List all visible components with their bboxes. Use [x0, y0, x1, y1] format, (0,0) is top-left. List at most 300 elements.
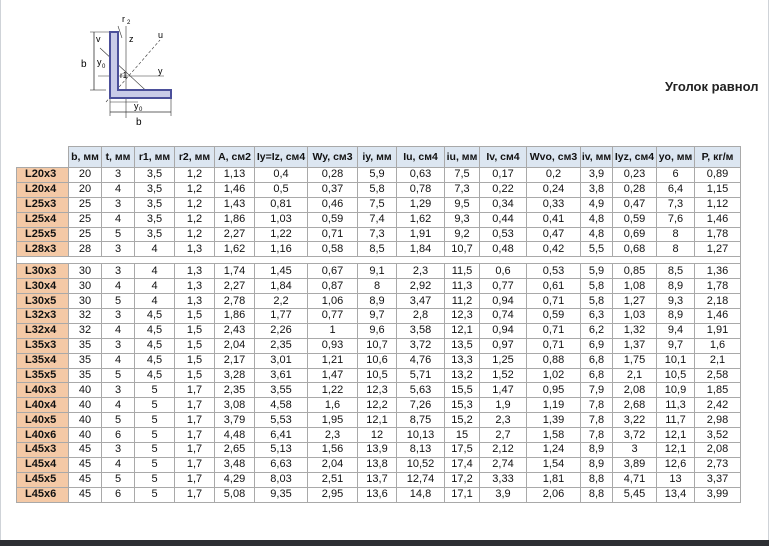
value-cell: 2,51	[308, 472, 358, 487]
table-row	[17, 457, 741, 472]
value-cell: 11,5	[445, 264, 480, 279]
value-cell: 9,5	[445, 197, 480, 212]
value-cell: 7,3	[657, 197, 695, 212]
value-cell: 0,53	[480, 227, 527, 242]
value-cell: 6	[102, 428, 135, 443]
value-cell: 8,8	[581, 472, 613, 487]
value-cell: 0,71	[527, 323, 581, 338]
label-r2-sub: 2	[127, 20, 131, 26]
value-cell: 1,86	[215, 212, 255, 227]
profile-name-cell: L25x3	[17, 197, 69, 212]
value-cell: 0,78	[397, 182, 445, 197]
value-cell: 1,7	[175, 457, 215, 472]
value-cell: 2,73	[695, 457, 741, 472]
value-cell: 40	[69, 428, 102, 443]
table-row	[17, 428, 741, 443]
value-cell: 1,06	[308, 294, 358, 309]
value-cell: 30	[69, 279, 102, 294]
value-cell: 0,88	[527, 353, 581, 368]
value-cell: 1,5	[175, 368, 215, 383]
value-cell: 7,8	[581, 428, 613, 443]
value-cell: 10,5	[657, 368, 695, 383]
value-cell: 2,8	[397, 309, 445, 324]
label-y0-sub: 0	[102, 64, 106, 70]
value-cell: 8,9	[581, 457, 613, 472]
value-cell: 15	[445, 428, 480, 443]
value-cell: 5,53	[255, 413, 308, 428]
value-cell: 0,61	[527, 279, 581, 294]
value-cell: 7,6	[657, 212, 695, 227]
value-cell: 4,8	[581, 227, 613, 242]
value-cell: 1,95	[308, 413, 358, 428]
value-cell: 7,8	[581, 413, 613, 428]
table-row	[17, 487, 741, 502]
value-cell: 1,62	[215, 242, 255, 257]
profile-name-cell: L30x3	[17, 264, 69, 279]
value-cell: 7,9	[581, 383, 613, 398]
value-cell: 45	[69, 457, 102, 472]
value-cell: 4,5	[135, 338, 175, 353]
value-cell: 3,5	[135, 182, 175, 197]
column-header: r2, мм	[175, 147, 215, 168]
value-cell: 1,15	[695, 182, 741, 197]
value-cell: 3,79	[215, 413, 255, 428]
table-row	[17, 168, 741, 183]
page-title: Уголок равнол	[665, 79, 759, 94]
value-cell: 5	[102, 413, 135, 428]
value-cell: 2,95	[308, 487, 358, 502]
value-cell: 3,61	[255, 368, 308, 383]
label-bottom-y0-sub: 0	[139, 107, 143, 113]
value-cell: 25	[69, 197, 102, 212]
value-cell: 5,5	[581, 242, 613, 257]
value-cell: 1,21	[308, 353, 358, 368]
value-cell: 10,9	[657, 383, 695, 398]
value-cell: 5,71	[397, 368, 445, 383]
profile-name-cell: L35x3	[17, 338, 69, 353]
value-cell: 1,13	[215, 168, 255, 183]
value-cell: 0,44	[480, 212, 527, 227]
value-cell: 1,2	[175, 197, 215, 212]
value-cell: 3,47	[397, 294, 445, 309]
value-cell: 5	[102, 294, 135, 309]
profile-name-cell: L20x4	[17, 182, 69, 197]
value-cell: 2,35	[255, 338, 308, 353]
value-cell: 1,19	[527, 398, 581, 413]
value-cell: 5,8	[581, 279, 613, 294]
value-cell: 35	[69, 353, 102, 368]
value-cell: 0,53	[527, 264, 581, 279]
value-cell: 8	[657, 227, 695, 242]
value-cell: 0,37	[308, 182, 358, 197]
value-cell: 9,1	[358, 264, 397, 279]
column-header: yo, мм	[657, 147, 695, 168]
value-cell: 1,3	[175, 242, 215, 257]
value-cell: 4,8	[581, 212, 613, 227]
value-cell: 4	[102, 323, 135, 338]
value-cell: 2,27	[215, 227, 255, 242]
label-y: y	[158, 66, 163, 76]
value-cell: 0,24	[527, 182, 581, 197]
value-cell: 0,97	[480, 338, 527, 353]
value-cell: 4	[102, 182, 135, 197]
value-cell: 2,78	[215, 294, 255, 309]
value-cell: 1,7	[175, 383, 215, 398]
value-cell: 1,84	[255, 279, 308, 294]
value-cell: 1,46	[215, 182, 255, 197]
value-cell: 5,63	[397, 383, 445, 398]
value-cell: 1,43	[215, 197, 255, 212]
column-header: b, мм	[69, 147, 102, 168]
value-cell: 32	[69, 309, 102, 324]
table-row	[17, 323, 741, 338]
value-cell: 2,08	[695, 443, 741, 458]
value-cell: 1,5	[175, 309, 215, 324]
value-cell: 0,22	[480, 182, 527, 197]
value-cell: 5	[135, 383, 175, 398]
value-cell: 0,74	[480, 309, 527, 324]
value-cell: 1,03	[613, 309, 657, 324]
value-cell: 5,08	[215, 487, 255, 502]
value-cell: 1,2	[175, 182, 215, 197]
profile-name-cell: L30x5	[17, 294, 69, 309]
value-cell: 3,37	[695, 472, 741, 487]
value-cell: 2,7	[480, 428, 527, 443]
value-cell: 0,42	[527, 242, 581, 257]
profile-name-cell: L25x4	[17, 212, 69, 227]
value-cell: 12,2	[358, 398, 397, 413]
value-cell: 0,2	[527, 168, 581, 183]
value-cell: 3,89	[613, 457, 657, 472]
value-cell: 4,58	[255, 398, 308, 413]
value-cell: 45	[69, 487, 102, 502]
value-cell: 13	[657, 472, 695, 487]
table-row	[17, 398, 741, 413]
value-cell: 10,13	[397, 428, 445, 443]
value-cell: 9,3	[445, 212, 480, 227]
value-cell: 0,95	[527, 383, 581, 398]
profile-name-cell: L40x4	[17, 398, 69, 413]
label-u: u	[158, 30, 164, 40]
value-cell: 3,55	[255, 383, 308, 398]
label-v: v	[96, 34, 101, 44]
column-header: r1, мм	[135, 147, 175, 168]
value-cell: 1,47	[480, 383, 527, 398]
value-cell: 1	[308, 323, 358, 338]
value-cell: 40	[69, 383, 102, 398]
value-cell: 1,2	[175, 212, 215, 227]
value-cell: 1,37	[613, 338, 657, 353]
value-cell: 1,62	[397, 212, 445, 227]
value-cell: 0,34	[480, 197, 527, 212]
column-header: P, кг/м	[695, 147, 741, 168]
table-row	[17, 294, 741, 309]
value-cell: 4	[102, 353, 135, 368]
value-cell: 3	[102, 383, 135, 398]
value-cell: 3,52	[695, 428, 741, 443]
value-cell: 4	[135, 264, 175, 279]
value-cell: 2,3	[397, 264, 445, 279]
value-cell: 7,3	[445, 182, 480, 197]
value-cell: 1,5	[175, 338, 215, 353]
table-row	[17, 212, 741, 227]
value-cell: 5	[135, 428, 175, 443]
value-cell: 40	[69, 413, 102, 428]
value-cell: 2,18	[695, 294, 741, 309]
value-cell: 2,06	[527, 487, 581, 502]
value-cell: 1,91	[695, 323, 741, 338]
profile-name-cell: L40x6	[17, 428, 69, 443]
value-cell: 4,5	[135, 323, 175, 338]
value-cell: 1,39	[527, 413, 581, 428]
value-cell: 15,2	[445, 413, 480, 428]
value-cell: 8,9	[581, 443, 613, 458]
value-cell: 0,41	[527, 212, 581, 227]
value-cell: 0,85	[613, 264, 657, 279]
value-cell: 1,77	[255, 309, 308, 324]
value-cell: 28	[69, 242, 102, 257]
value-cell: 1,91	[397, 227, 445, 242]
label-b-vertical: b	[81, 59, 87, 70]
value-cell: 2,42	[695, 398, 741, 413]
value-cell: 1,81	[527, 472, 581, 487]
value-cell: 2,12	[480, 443, 527, 458]
value-cell: 0,58	[308, 242, 358, 257]
value-cell: 30	[69, 294, 102, 309]
value-cell: 25	[69, 212, 102, 227]
value-cell: 4,76	[397, 353, 445, 368]
value-cell: 3,22	[613, 413, 657, 428]
value-cell: 6	[657, 168, 695, 183]
value-cell: 12,1	[358, 413, 397, 428]
value-cell: 20	[69, 182, 102, 197]
value-cell: 1,45	[255, 264, 308, 279]
value-cell: 1,3	[175, 264, 215, 279]
value-cell: 2,26	[255, 323, 308, 338]
label-b-horizontal: b	[136, 117, 142, 128]
value-cell: 1,9	[480, 398, 527, 413]
value-cell: 3	[102, 242, 135, 257]
value-cell: 0,94	[480, 323, 527, 338]
value-cell: 2,68	[613, 398, 657, 413]
label-z: z	[129, 34, 134, 44]
value-cell: 1,36	[695, 264, 741, 279]
value-cell: 1,78	[695, 279, 741, 294]
table-row	[17, 197, 741, 212]
value-cell: 9,4	[657, 323, 695, 338]
table-row	[17, 279, 741, 294]
value-cell: 5	[135, 443, 175, 458]
value-cell: 2,1	[695, 353, 741, 368]
value-cell: 3	[102, 443, 135, 458]
label-r2: r	[122, 14, 125, 24]
value-cell: 0,81	[255, 197, 308, 212]
value-cell: 4,9	[581, 197, 613, 212]
column-header: Iv, см4	[480, 147, 527, 168]
value-cell: 12,3	[445, 309, 480, 324]
label-r1: r1	[120, 71, 128, 80]
value-cell: 11,3	[445, 279, 480, 294]
value-cell: 4,5	[135, 309, 175, 324]
value-cell: 45	[69, 443, 102, 458]
value-cell: 3,5	[135, 212, 175, 227]
table-row	[17, 264, 741, 279]
value-cell: 1,5	[175, 353, 215, 368]
value-cell: 3	[613, 443, 657, 458]
value-cell: 4	[135, 242, 175, 257]
profile-name-cell: L32x3	[17, 309, 69, 324]
value-cell: 8,5	[657, 264, 695, 279]
angle-table	[16, 146, 741, 503]
value-cell: 12,1	[657, 443, 695, 458]
value-cell: 25	[69, 227, 102, 242]
value-cell: 1,16	[255, 242, 308, 257]
value-cell: 0,89	[695, 168, 741, 183]
column-header: Iy=Iz, см4	[255, 147, 308, 168]
value-cell: 3	[102, 309, 135, 324]
value-cell: 10,7	[445, 242, 480, 257]
value-cell: 9,35	[255, 487, 308, 502]
label-y0: y	[97, 57, 102, 67]
value-cell: 30	[69, 264, 102, 279]
value-cell: 3	[102, 168, 135, 183]
value-cell: 11,3	[657, 398, 695, 413]
table-row	[17, 368, 741, 383]
value-cell: 7,26	[397, 398, 445, 413]
value-cell: 2,65	[215, 443, 255, 458]
value-cell: 17,5	[445, 443, 480, 458]
value-cell: 10,7	[358, 338, 397, 353]
value-cell: 3,28	[215, 368, 255, 383]
label-bottom-y0: y	[134, 101, 139, 111]
table-row	[17, 443, 741, 458]
value-cell: 11,7	[657, 413, 695, 428]
profile-name-cell: L30x4	[17, 279, 69, 294]
profile-name-cell: L35x4	[17, 353, 69, 368]
value-cell: 4,5	[135, 368, 175, 383]
value-cell: 2,04	[308, 457, 358, 472]
column-header: Wvo, см3	[527, 147, 581, 168]
value-cell: 5,8	[358, 182, 397, 197]
value-cell: 1,58	[527, 428, 581, 443]
profile-name-cell: L40x5	[17, 413, 69, 428]
value-cell: 3	[102, 197, 135, 212]
value-cell: 13,5	[445, 338, 480, 353]
value-cell: 1,12	[695, 197, 741, 212]
value-cell: 13,4	[657, 487, 695, 502]
profile-name-cell: L45x5	[17, 472, 69, 487]
value-cell: 6,8	[581, 353, 613, 368]
value-cell: 3,8	[581, 182, 613, 197]
value-cell: 1,7	[175, 472, 215, 487]
value-cell: 35	[69, 338, 102, 353]
value-cell: 0,28	[613, 182, 657, 197]
value-cell: 3	[102, 264, 135, 279]
column-header: iy, мм	[358, 147, 397, 168]
value-cell: 1,46	[695, 309, 741, 324]
value-cell: 17,1	[445, 487, 480, 502]
value-cell: 2,08	[613, 383, 657, 398]
value-cell: 1,22	[308, 383, 358, 398]
value-cell: 3,33	[480, 472, 527, 487]
value-cell: 12,1	[657, 428, 695, 443]
value-cell: 0,87	[308, 279, 358, 294]
value-cell: 14,8	[397, 487, 445, 502]
value-cell: 5,8	[581, 294, 613, 309]
value-cell: 1,86	[215, 309, 255, 324]
value-cell: 10,5	[358, 368, 397, 383]
value-cell: 2,74	[480, 457, 527, 472]
value-cell: 13,8	[358, 457, 397, 472]
value-cell: 2,27	[215, 279, 255, 294]
value-cell: 13,9	[358, 443, 397, 458]
column-header: iu, мм	[445, 147, 480, 168]
value-cell: 3,72	[397, 338, 445, 353]
value-cell: 9,2	[445, 227, 480, 242]
value-cell: 2,1	[613, 368, 657, 383]
value-cell: 6,41	[255, 428, 308, 443]
value-cell: 1,85	[695, 383, 741, 398]
value-cell: 0,47	[613, 197, 657, 212]
value-cell: 10,52	[397, 457, 445, 472]
value-cell: 1,7	[175, 398, 215, 413]
value-cell: 0,71	[527, 338, 581, 353]
value-cell: 0,71	[308, 227, 358, 242]
value-cell: 0,59	[527, 309, 581, 324]
profile-name-cell: L32x4	[17, 323, 69, 338]
header-corner	[17, 147, 69, 168]
value-cell: 3,5	[135, 168, 175, 183]
table-row	[17, 227, 741, 242]
value-cell: 3,48	[215, 457, 255, 472]
value-cell: 3,9	[480, 487, 527, 502]
column-header: Iu, см4	[397, 147, 445, 168]
value-cell: 15,5	[445, 383, 480, 398]
profile-name-cell: L45x3	[17, 443, 69, 458]
value-cell: 9,7	[358, 309, 397, 324]
value-cell: 0,33	[527, 197, 581, 212]
table-row	[17, 242, 741, 257]
value-cell: 1,46	[695, 212, 741, 227]
value-cell: 3,01	[255, 353, 308, 368]
value-cell: 0,63	[397, 168, 445, 183]
value-cell: 4	[135, 294, 175, 309]
value-cell: 1,3	[175, 279, 215, 294]
value-cell: 4	[135, 279, 175, 294]
value-cell: 13,3	[445, 353, 480, 368]
value-cell: 3,58	[397, 323, 445, 338]
value-cell: 12,3	[358, 383, 397, 398]
table-row	[17, 182, 741, 197]
value-cell: 5	[135, 398, 175, 413]
value-cell: 1,7	[175, 413, 215, 428]
value-cell: 0,4	[255, 168, 308, 183]
profile-name-cell: L45x6	[17, 487, 69, 502]
value-cell: 1,22	[255, 227, 308, 242]
value-cell: 13,7	[358, 472, 397, 487]
value-cell: 5	[102, 227, 135, 242]
value-cell: 8,75	[397, 413, 445, 428]
value-cell: 1,29	[397, 197, 445, 212]
value-cell: 2,2	[255, 294, 308, 309]
table-row	[17, 383, 741, 398]
value-cell: 1,08	[613, 279, 657, 294]
value-cell: 1,7	[175, 443, 215, 458]
value-cell: 9,6	[358, 323, 397, 338]
value-cell: 9,7	[657, 338, 695, 353]
value-cell: 15,3	[445, 398, 480, 413]
value-cell: 8,03	[255, 472, 308, 487]
